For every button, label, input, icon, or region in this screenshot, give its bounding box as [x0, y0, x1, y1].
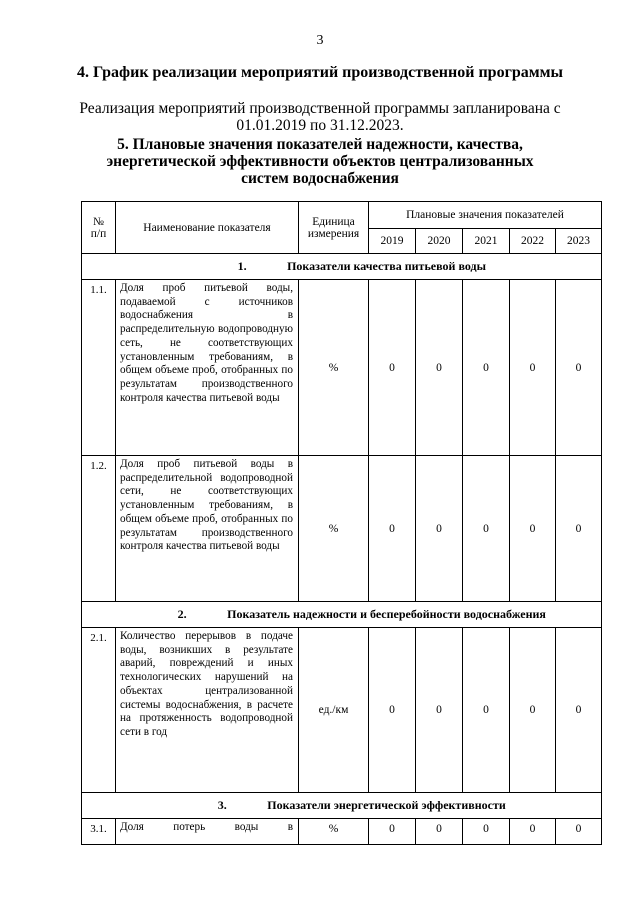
page-number: 3	[316, 33, 324, 48]
section-4-text-line1: Реализация мероприятий производственной программы запланирована с	[79, 100, 561, 117]
row-value: 0	[510, 819, 556, 845]
section-number: 1.	[237, 259, 247, 273]
row-value: 0	[416, 456, 463, 602]
row-indicator-name: Доля проб питьевой воды в распределительной водопроводной сети, не соответствующих установленным требованиям, в общем объеме проб, отобранных по результатам производственного контроля качества питьевой воды	[116, 456, 299, 602]
header-num-line2: п/п	[90, 227, 107, 240]
row-value: 0	[556, 628, 602, 793]
header-unit-cell	[299, 202, 369, 254]
row-value: 0	[369, 819, 416, 845]
row-number: 1.2.	[82, 456, 116, 602]
header-year: 2020	[416, 229, 463, 254]
header-year: 2021	[463, 229, 510, 254]
header-num-line1: №	[93, 215, 104, 228]
row-indicator-name: Доля потерь воды в	[116, 819, 299, 845]
row-number: 2.1.	[82, 628, 116, 793]
row-value: 0	[463, 456, 510, 602]
row-value: 0	[510, 628, 556, 793]
section-5-title-line2: энергетической эффективности объектов централизованных	[106, 153, 534, 170]
section-title: Показатель надежности и бесперебойности водоснабжения	[227, 607, 546, 621]
section-number: 3.	[217, 798, 227, 812]
section-5-title	[0, 136, 640, 187]
row-indicator-name: Доля проб питьевой воды, подаваемой с источников водоснабжения в распределительную водопроводную сеть, не соответствующих установленным требованиям, в общем объеме проб, отобранных по результатам производственного контроля качества питьевой воды	[116, 280, 299, 456]
row-value: 0	[556, 456, 602, 602]
header-plan-cell: Плановые значения показателей	[369, 202, 602, 229]
row-number: 3.1.	[82, 819, 116, 845]
section-5-title-line1: 5. Плановые значения показателей надежности, качества,	[117, 136, 523, 153]
row-value: 0	[510, 280, 556, 456]
row-unit: %	[299, 819, 369, 845]
row-value: 0	[463, 280, 510, 456]
row-value: 0	[463, 628, 510, 793]
row-value: 0	[369, 456, 416, 602]
header-unit-line2: измерения	[307, 227, 360, 240]
row-value: 0	[510, 456, 556, 602]
section-4-title: 4. График реализации мероприятий производственной программы	[76, 64, 564, 81]
section-row	[82, 793, 602, 819]
section-4-text	[0, 100, 640, 134]
row-unit: %	[299, 280, 369, 456]
row-value: 0	[369, 280, 416, 456]
row-value: 0	[416, 280, 463, 456]
section-5-title-line3: систем водоснабжения	[241, 170, 399, 187]
header-num-cell	[82, 202, 116, 254]
row-value: 0	[369, 628, 416, 793]
row-unit: %	[299, 456, 369, 602]
header-year: 2019	[369, 229, 416, 254]
row-value: 0	[416, 819, 463, 845]
row-value: 0	[463, 819, 510, 845]
section-4-text-line2: 01.01.2019 по 31.12.2023.	[236, 117, 404, 134]
section-title: Показатели качества питьевой воды	[287, 259, 486, 273]
indicators-table	[81, 201, 602, 845]
row-unit: ед./км	[299, 628, 369, 793]
section-title: Показатели энергетической эффективности	[267, 798, 506, 812]
section-row	[82, 602, 602, 628]
row-indicator-name: Количество перерывов в подаче воды, возникших в результате аварий, повреждений и иных технологических нарушений на объектах централизованной системы водоснабжения, в расчете на протяженность водопроводной сети в год	[116, 628, 299, 793]
row-value: 0	[556, 280, 602, 456]
row-number: 1.1.	[82, 280, 116, 456]
row-value: 0	[556, 819, 602, 845]
row-value: 0	[416, 628, 463, 793]
header-year: 2023	[556, 229, 602, 254]
header-unit-line1: Единица	[312, 215, 355, 228]
section-number: 2.	[177, 607, 187, 621]
section-row	[82, 254, 602, 280]
header-year: 2022	[510, 229, 556, 254]
header-name-cell: Наименование показателя	[116, 202, 299, 254]
